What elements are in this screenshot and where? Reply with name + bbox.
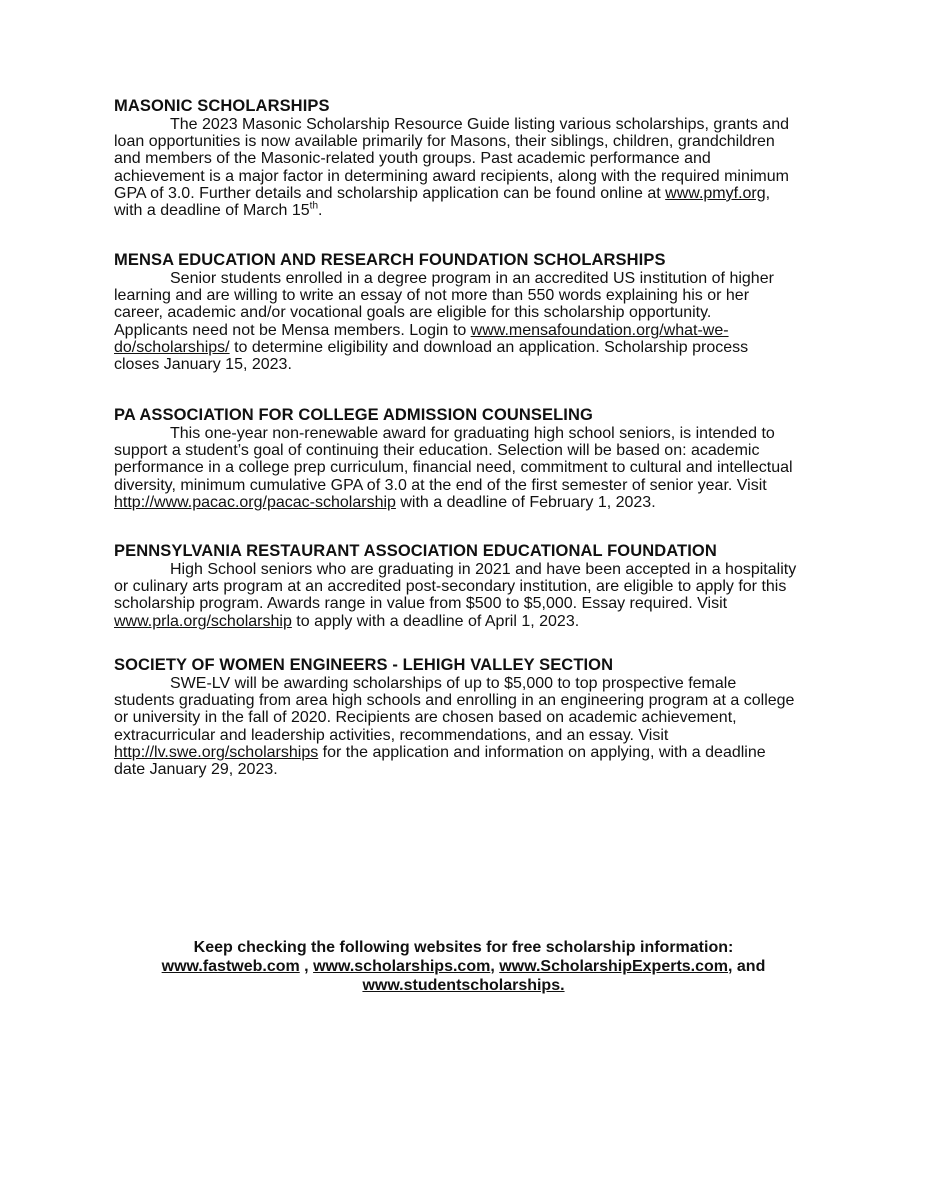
- mensa-link-continued[interactable]: do/scholarships/: [114, 338, 230, 356]
- separator: ,: [490, 958, 500, 975]
- body-line: [114, 185, 834, 202]
- pacac-link[interactable]: http://www.pacac.org/pacac-scholarship: [114, 493, 396, 511]
- body-line: High School seniors who are graduating in 2021 and have been accepted in a hospitality: [170, 561, 797, 578]
- pmyf-link[interactable]: www.pmyf.org: [665, 184, 766, 202]
- body-line: students graduating from area high schools and enrolling in an engineering program at a college: [114, 692, 795, 710]
- body-line: [114, 322, 834, 339]
- separator: , and: [728, 958, 766, 975]
- fastweb-link[interactable]: www.fastweb.com: [161, 958, 300, 975]
- ordinal-suffix: th: [309, 200, 319, 212]
- section-body: [114, 561, 834, 630]
- section-society-of-women-engineers: [114, 656, 834, 778]
- body-line: [114, 202, 834, 219]
- scholarships-link[interactable]: www.scholarships.com: [313, 958, 491, 975]
- swe-link[interactable]: http://lv.swe.org/scholarships: [114, 743, 319, 761]
- body-line: and members of the Masonic-related youth groups. Past academic performance and: [114, 150, 711, 168]
- section-body: [114, 116, 834, 219]
- body-line: SWE-LV will be awarding scholarships of up to $5,000 to top prospective female: [170, 675, 737, 692]
- body-line: [114, 339, 834, 356]
- body-line: achievement is a major factor in determining award recipients, along with the required minimum: [114, 167, 789, 185]
- footer-links-line: [100, 957, 827, 976]
- body-line: diversity, minimum cumulative GPA of 3.0 at the end of the first semester of senior year. Visit: [114, 476, 767, 494]
- body-line: support a student’s goal of continuing their education. Selection will be based on: academic: [114, 442, 760, 460]
- body-line: or culinary arts program at an accredited post-secondary institution, are eligible to apply for this: [114, 578, 787, 596]
- body-text: ,: [765, 184, 771, 202]
- body-line: date January 29, 2023.: [114, 761, 278, 779]
- body-text: .: [318, 202, 323, 220]
- body-line: closes January 15, 2023.: [114, 356, 292, 374]
- scholarship-experts-link[interactable]: www.ScholarshipExperts.com: [499, 958, 729, 975]
- body-line: scholarship program. Awards range in value from $500 to $5,000. Essay required. Visit: [114, 595, 728, 613]
- footer-intro: Keep checking the following websites for free scholarship information:: [193, 939, 734, 956]
- section-masonic-scholarships: [114, 97, 834, 219]
- section-body: [114, 425, 834, 511]
- body-line: career, academic and/or vocational goals are eligible for this scholarship opportunity.: [114, 304, 712, 322]
- body-text: to determine eligibility and download an application. Scholarship process: [229, 338, 749, 356]
- body-text: to apply with a deadline of April 1, 2023.: [291, 612, 580, 630]
- body-text: Applicants need not be Mensa members. Login to: [114, 321, 471, 339]
- section-pacac: [114, 406, 834, 511]
- section-heading: MENSA EDUCATION AND RESEARCH FOUNDATION SCHOLARSHIPS: [114, 251, 666, 269]
- section-heading: SOCIETY OF WOMEN ENGINEERS - LEHIGH VALLEY SECTION: [114, 656, 614, 674]
- section-mensa-scholarships: [114, 251, 834, 373]
- section-heading: MASONIC SCHOLARSHIPS: [114, 97, 330, 115]
- body-line: Senior students enrolled in a degree program in an accredited US institution of higher: [170, 270, 774, 287]
- body-line: performance in a college prep curriculum, financial need, commitment to cultural and intellectual: [114, 459, 793, 477]
- section-pa-restaurant-association: [114, 542, 834, 630]
- section-heading: PENNSYLVANIA RESTAURANT ASSOCIATION EDUCATIONAL FOUNDATION: [114, 542, 717, 560]
- body-line: [114, 613, 834, 630]
- section-body: [114, 675, 834, 778]
- mensa-link[interactable]: www.mensafoundation.org/what-we-: [470, 321, 729, 339]
- footer-websites: [100, 938, 827, 995]
- section-body: [114, 270, 834, 373]
- prla-link[interactable]: www.prla.org/scholarship: [114, 612, 292, 630]
- body-line: loan opportunities is now available primarily for Masons, their siblings, children, grandchildren: [114, 133, 775, 151]
- body-line: [114, 494, 834, 511]
- body-line: learning and are willing to write an essay of not more than 550 words explaining his or her: [114, 287, 750, 305]
- body-line: [114, 744, 834, 761]
- body-text: with a deadline of February 1, 2023.: [395, 493, 656, 511]
- separator: ,: [299, 958, 314, 975]
- body-line: The 2023 Masonic Scholarship Resource Guide listing various scholarships, grants and: [170, 116, 789, 133]
- body-line: extracurricular and leadership activities, recommendations, and an essay. Visit: [114, 726, 669, 744]
- body-text: GPA of 3.0. Further details and scholarship application can be found online at: [114, 184, 666, 202]
- section-heading: PA ASSOCIATION FOR COLLEGE ADMISSION COUNSELING: [114, 406, 593, 424]
- body-line: This one-year non-renewable award for graduating high school seniors, is intended to: [170, 425, 775, 442]
- body-text: for the application and information on applying, with a deadline: [318, 743, 766, 761]
- body-line: or university in the fall of 2020. Recipients are chosen based on academic achievement,: [114, 709, 737, 727]
- student-scholarships-link[interactable]: www.studentscholarships.: [362, 977, 565, 994]
- body-text: with a deadline of March 15: [114, 202, 310, 220]
- footer-last-line: [100, 976, 827, 995]
